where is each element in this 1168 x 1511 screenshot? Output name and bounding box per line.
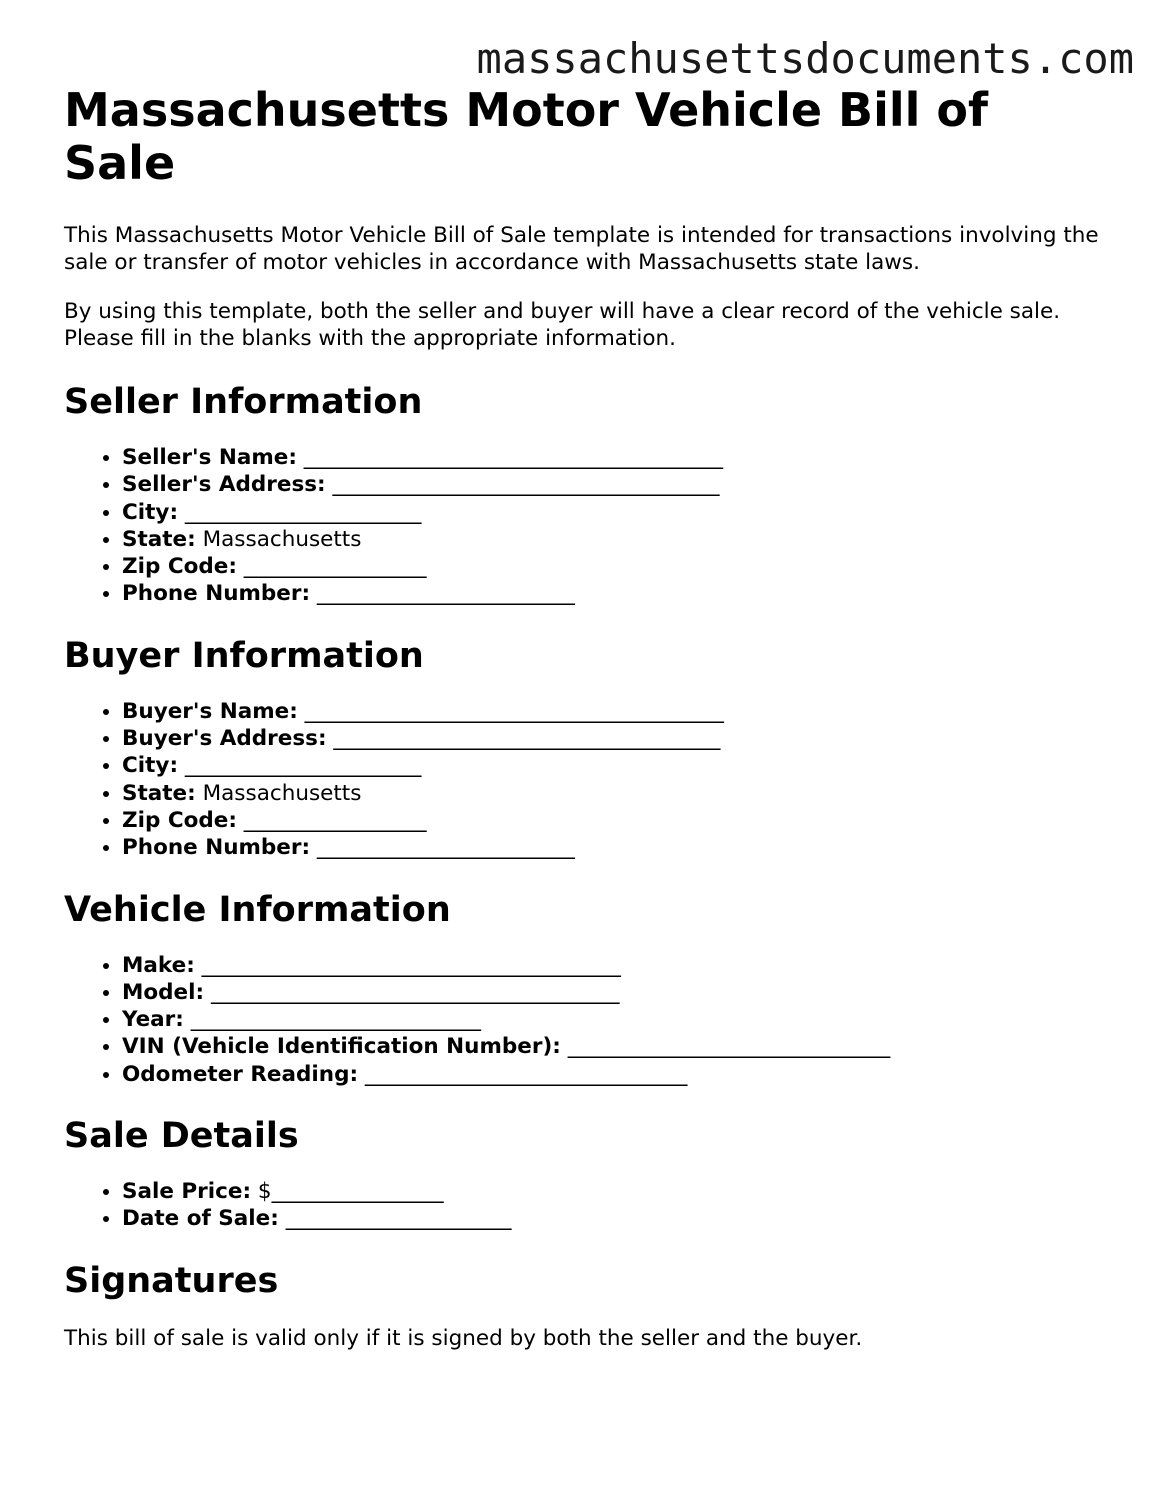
field-blank[interactable]: ____________________________________ bbox=[325, 472, 720, 498]
field-label: Zip Code: bbox=[122, 554, 237, 580]
field-blank[interactable]: ______________________________ bbox=[560, 1034, 891, 1060]
field-blank[interactable]: ________________________ bbox=[310, 581, 575, 607]
field-label: Buyer's Name: bbox=[122, 698, 298, 724]
list-item bbox=[122, 1178, 1104, 1205]
seller-fields-list bbox=[64, 444, 1104, 608]
list-item bbox=[122, 580, 1104, 607]
field-blank[interactable]: ______________________ bbox=[178, 753, 422, 779]
field-label: Year: bbox=[122, 1007, 184, 1033]
field-blank[interactable]: _____________________ bbox=[278, 1206, 512, 1232]
list-item bbox=[122, 834, 1104, 861]
field-label: Sale Price: bbox=[122, 1179, 252, 1205]
sale-heading: Sale Details bbox=[64, 1116, 299, 1157]
list-item bbox=[122, 526, 1104, 553]
field-blank[interactable]: _________________ bbox=[236, 554, 427, 580]
document-body bbox=[64, 84, 1104, 1374]
field-label: Seller's Name: bbox=[122, 445, 297, 470]
page-title: Massachusetts Motor Vehicle Bill of Sale bbox=[64, 83, 989, 190]
list-item bbox=[122, 698, 1104, 725]
field-label: Date of Sale: bbox=[122, 1206, 279, 1232]
seller-heading: Seller Information bbox=[64, 382, 423, 422]
field-label: State: bbox=[122, 526, 196, 552]
field-label: Seller's Address: bbox=[122, 472, 326, 498]
field-label: Phone Number: bbox=[122, 835, 311, 861]
signatures-heading: Signatures bbox=[64, 1260, 279, 1301]
sale-fields-list bbox=[64, 1178, 1104, 1233]
field-label: Phone Number: bbox=[122, 581, 311, 607]
field-value: Massachusetts bbox=[195, 526, 362, 552]
list-item bbox=[122, 1033, 1104, 1060]
list-item bbox=[122, 471, 1104, 498]
list-item bbox=[122, 1205, 1104, 1232]
field-blank[interactable]: ____________________________________ bbox=[326, 726, 721, 752]
field-label: Zip Code: bbox=[122, 807, 237, 833]
field-blank[interactable]: ______________________ bbox=[178, 499, 422, 525]
field-blank[interactable]: _______________________________________ bbox=[296, 445, 724, 470]
list-item bbox=[122, 979, 1104, 1006]
field-blank[interactable]: _________________ bbox=[236, 807, 427, 833]
list-item bbox=[122, 1061, 1104, 1088]
list-item bbox=[122, 952, 1104, 979]
field-blank[interactable]: ______________________________________ bbox=[204, 979, 620, 1005]
buyer-heading: Buyer Information bbox=[64, 635, 424, 676]
signatures-text: This bill of sale is valid only if it is signed by both the seller and the buyer. bbox=[64, 1325, 863, 1351]
list-item bbox=[122, 780, 1104, 807]
field-label: Buyer's Address: bbox=[122, 726, 327, 752]
vehicle-fields-list bbox=[64, 952, 1104, 1088]
field-blank[interactable]: _______________________________________ bbox=[297, 698, 724, 724]
field-value: Massachusetts bbox=[195, 780, 362, 806]
list-item bbox=[122, 752, 1104, 779]
list-item bbox=[122, 499, 1104, 526]
buyer-fields-list bbox=[64, 698, 1104, 862]
field-label: City: bbox=[122, 753, 179, 779]
field-label: Model: bbox=[122, 979, 205, 1005]
list-item bbox=[122, 444, 1104, 471]
list-item bbox=[122, 553, 1104, 580]
field-blank[interactable]: ___________________________ bbox=[183, 1007, 481, 1033]
field-blank[interactable]: ________________________ bbox=[310, 835, 575, 861]
field-blank[interactable]: ______________________________ bbox=[358, 1061, 688, 1087]
list-item bbox=[122, 807, 1104, 834]
field-label: Make: bbox=[122, 952, 195, 978]
vehicle-heading: Vehicle Information bbox=[64, 889, 451, 930]
field-label: State: bbox=[122, 780, 196, 806]
list-item bbox=[122, 725, 1104, 752]
watermark-site-name: massachusettsdocuments.com bbox=[476, 34, 1134, 83]
field-blank[interactable]: $________________ bbox=[251, 1179, 444, 1205]
field-blank[interactable]: _______________________________________ bbox=[194, 952, 621, 978]
list-item bbox=[122, 1006, 1104, 1033]
field-label: City: bbox=[122, 499, 179, 525]
intro-paragraph-2: By using this template, both the seller and buyer will have a clear record of the vehicle sale. Please fill in the blanks with the appropriate information. bbox=[64, 299, 1061, 351]
intro-paragraph-1: This Massachusetts Motor Vehicle Bill of Sale template is intended for transactions involving the sale or transfer of motor vehicles in accordance with Massachusetts state laws. bbox=[64, 223, 1099, 275]
field-label: Odometer Reading: bbox=[122, 1061, 359, 1087]
field-label: VIN (Vehicle Identification Number): bbox=[122, 1034, 561, 1060]
